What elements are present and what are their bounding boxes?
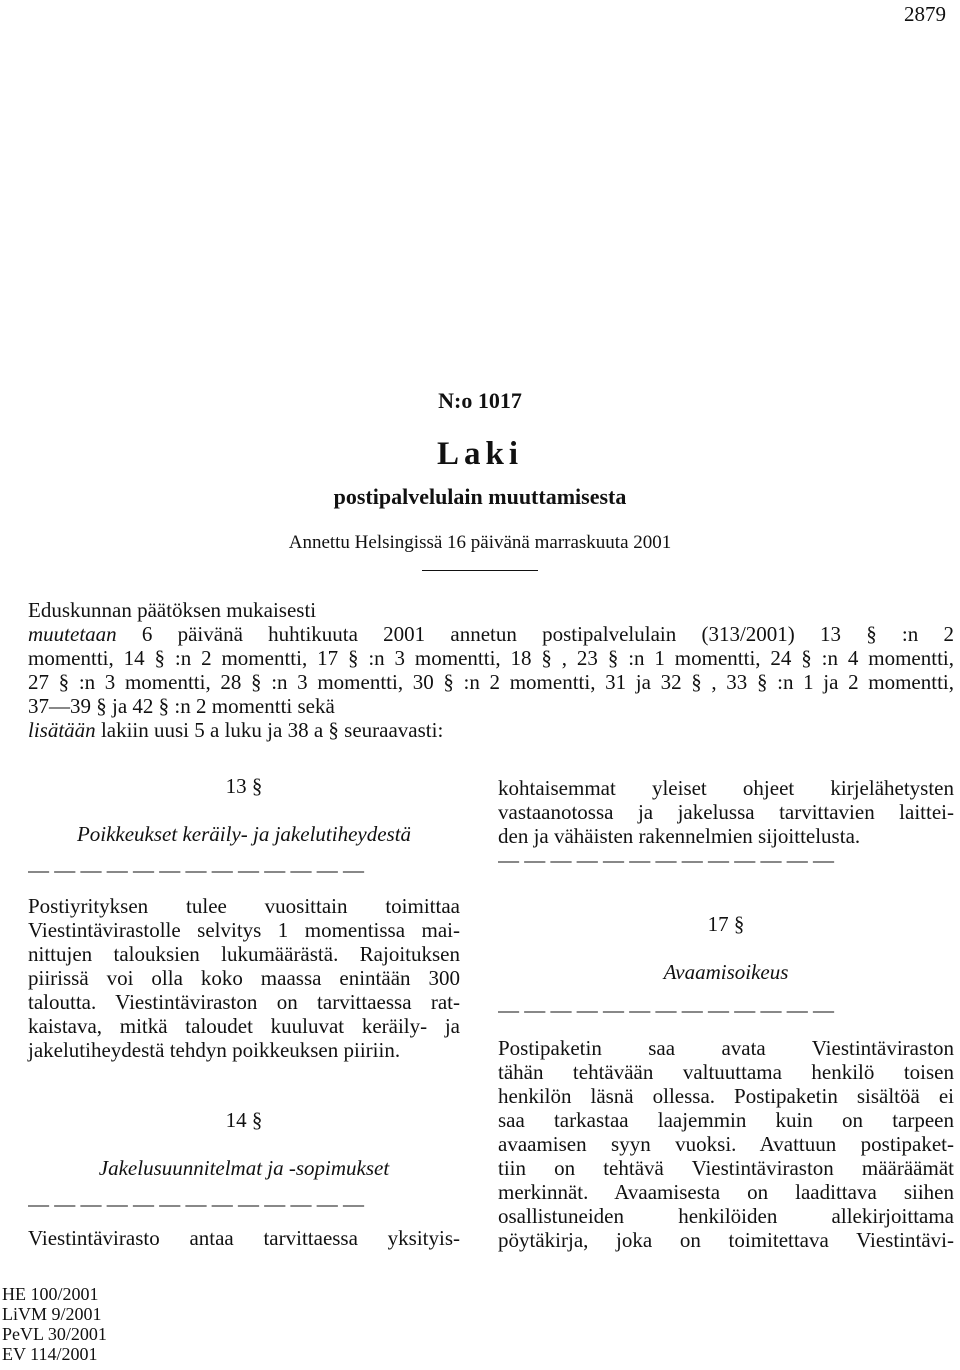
reference-he: HE 100/2001 [2, 1284, 99, 1304]
reference-ev: EV 114/2001 [2, 1344, 98, 1364]
preamble-line-2 [28, 622, 954, 646]
text-line: tiin on tehtävä Viestintäviraston määräämät [498, 1156, 954, 1180]
keyword-muutetaan: muutetaan [28, 622, 117, 646]
preamble [28, 598, 954, 742]
text-line: merkinnät. Avaamisesta on laadittava siihen [498, 1180, 954, 1204]
text-line: Viestintävirastolle selvitys 1 momentissa mai- [28, 918, 460, 942]
text-line: osallistuneiden henkilöiden allekirjoittama [498, 1204, 954, 1228]
omission-dashes: — — — — — — — — — — — — — [498, 848, 834, 872]
text-line: piirissä voi olla koko maassa enintään 300 [28, 966, 460, 990]
document-subtitle: postipalvelulain muuttamisesta [333, 484, 627, 509]
text-line: nittujen talouksien lukumäärästä. Rajoituksen [28, 942, 460, 966]
preamble-line-5: 37—39 § ja 42 § :n 2 momentti sekä [28, 694, 335, 718]
text-line: kaistava, mitkä taloudet kuuluvat keräily- ja [28, 1014, 460, 1038]
text-line: jakelutiheydestä tehdyn poikkeuksen piiriin. [28, 1038, 401, 1062]
reference-livm: LiVM 9/2001 [2, 1304, 102, 1324]
keyword-lisataan: lisätään [28, 718, 96, 742]
preamble-line-4: 27 § :n 3 momentti, 28 § :n 3 momentti, 30 § :n 2 momentti, 31 ja 32 § , 33 § :n 1 ja 2 momentti, [28, 670, 954, 694]
text-line: kohtaisemmat yleiset ohjeet kirjelähetysten [498, 776, 954, 800]
section-17-title: Avaamisoikeus [663, 960, 789, 984]
text-line: henkilön läsnä ollessa. Postipaketin sisältöä ei [498, 1084, 954, 1108]
left-column [28, 774, 460, 1250]
reference-pevl: PeVL 30/2001 [2, 1324, 107, 1344]
text-line: Postipaketin saa avata Viestintäviraston [498, 1036, 954, 1060]
preamble-line-3: momentti, 14 § :n 2 momentti, 17 § :n 3 momentti, 18 § , 23 § :n 1 momentti, 24 § :n 4 momentti, [28, 646, 954, 670]
legislative-references [2, 1284, 107, 1364]
omission-dashes: — — — — — — — — — — — — — [498, 998, 834, 1022]
statute-number: N:o 1017 [438, 388, 522, 413]
enactment-date: Annettu Helsingissä 16 päivänä marraskuuta 2001 [288, 532, 672, 553]
preamble-line-6 [28, 718, 954, 742]
preamble-line-2-text: 6 päivänä huhtikuuta 2001 annetun postipalvelulain (313/2001) 13 § :n 2 [116, 622, 954, 646]
right-column [498, 776, 954, 1252]
section-13-title: Poikkeukset keräily- ja jakelutiheydestä [76, 822, 412, 846]
preamble-line-6-text: lakiin uusi 5 a luku ja 38 a § seuraavasti: [95, 718, 444, 742]
section-13-text [28, 894, 460, 1062]
text-line: vastaanotossa ja jakelussa tarvittavien laittei- [498, 800, 954, 824]
text-line: tähän tehtävään valtuuttama henkilö toisen [498, 1060, 954, 1084]
text-line: pöytäkirja, joka on toimitettava Viestintävi- [498, 1228, 954, 1252]
preamble-line-1: Eduskunnan päätöksen mukaisesti [28, 598, 317, 622]
document-title: Laki [436, 436, 524, 472]
section-14-title: Jakelusuunnitelmat ja -sopimukset [98, 1156, 390, 1180]
page-number: 2879 [904, 2, 946, 26]
omission-dashes: — — — — — — — — — — — — — [28, 858, 364, 882]
header-divider [422, 570, 538, 571]
text-line: taloutta. Viestintäviraston on tarvittaessa rat- [28, 990, 460, 1014]
text-line: Viestintävirasto antaa tarvittaessa yksityis- [28, 1226, 460, 1250]
section-13-number: 13 § [225, 774, 263, 798]
text-line: avaamisen syyn vuoksi. Avattuun postipaket- [498, 1132, 954, 1156]
text-line: den ja vähäisten rakennelmien sijoittelusta. [498, 824, 861, 848]
omission-dashes: — — — — — — — — — — — — — [28, 1192, 364, 1216]
section-14-number: 14 § [225, 1108, 263, 1132]
section-17-number: 17 § [707, 912, 745, 936]
section-17-text [498, 1036, 954, 1252]
text-line: saa tarkastaa laajemmin kuin on tarpeen [498, 1108, 954, 1132]
text-line: Postiyrityksen tulee vuosittain toimittaa [28, 894, 460, 918]
